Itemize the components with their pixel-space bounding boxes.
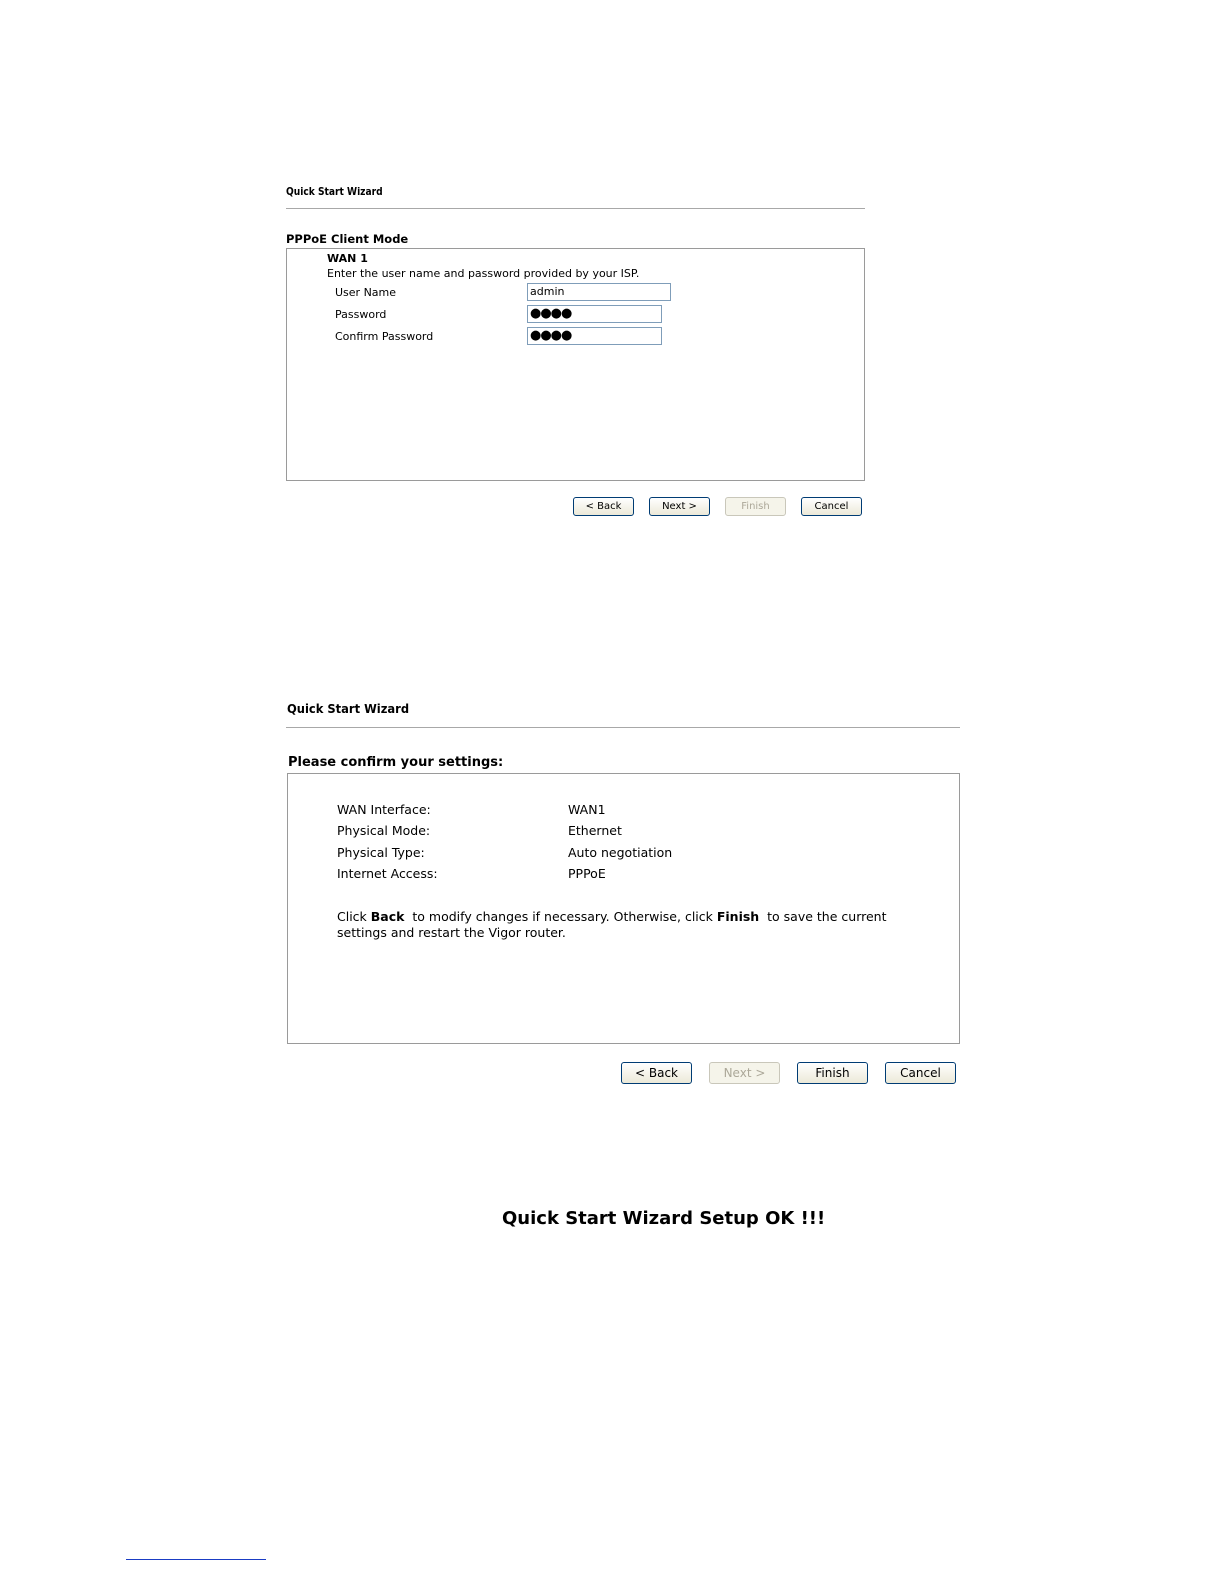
- password-input[interactable]: ●●●●: [527, 305, 662, 323]
- next-button[interactable]: Next >: [649, 497, 710, 516]
- wan-interface-label: WAN Interface:: [337, 802, 431, 817]
- physical-mode-label: Physical Mode:: [337, 823, 431, 838]
- next-button: Next >: [709, 1062, 780, 1084]
- wizard-title: Quick Start Wizard: [286, 185, 383, 198]
- wan-interface-value: WAN1: [568, 802, 606, 817]
- cancel-button[interactable]: Cancel: [885, 1062, 956, 1084]
- note-back-word: Back: [370, 909, 405, 924]
- password-label: Password: [335, 308, 387, 321]
- internet-access-label: Internet Access:: [337, 866, 438, 881]
- back-button[interactable]: < Back: [621, 1062, 692, 1084]
- confirm-instructions: [337, 909, 927, 941]
- cancel-button[interactable]: Cancel: [801, 497, 862, 516]
- wizard-title: Quick Start Wizard: [287, 701, 410, 716]
- title-divider: [286, 208, 865, 209]
- finish-button[interactable]: Finish: [797, 1062, 868, 1084]
- section-heading: PPPoE Client Mode: [286, 232, 409, 246]
- confirm-password-input[interactable]: ●●●●: [527, 327, 662, 345]
- note-text: Click: [337, 909, 371, 924]
- note-finish-word: Finish: [716, 909, 760, 924]
- back-button[interactable]: < Back: [573, 497, 634, 516]
- footnote-separator: [126, 1559, 266, 1560]
- finish-button: Finish: [725, 497, 786, 516]
- setup-success-message: Quick Start Wizard Setup OK !!!: [502, 1208, 826, 1229]
- user-name-input[interactable]: admin: [527, 283, 671, 301]
- wan-label: WAN 1: [327, 252, 368, 265]
- physical-type-value: Auto negotiation: [568, 845, 673, 860]
- isp-instructions: Enter the user name and password provided by your ISP.: [327, 267, 640, 280]
- physical-mode-value: Ethernet: [568, 823, 622, 838]
- user-name-label: User Name: [335, 286, 397, 299]
- confirm-password-label: Confirm Password: [335, 330, 434, 343]
- section-heading: Please confirm your settings:: [288, 755, 504, 770]
- internet-access-value: PPPoE: [568, 866, 606, 881]
- physical-type-label: Physical Type:: [337, 845, 425, 860]
- title-divider: [286, 727, 960, 728]
- note-text: to modify changes if necessary. Otherwise, click: [404, 909, 717, 924]
- note-text: to save the current settings and restart the Vigor router.: [337, 909, 891, 940]
